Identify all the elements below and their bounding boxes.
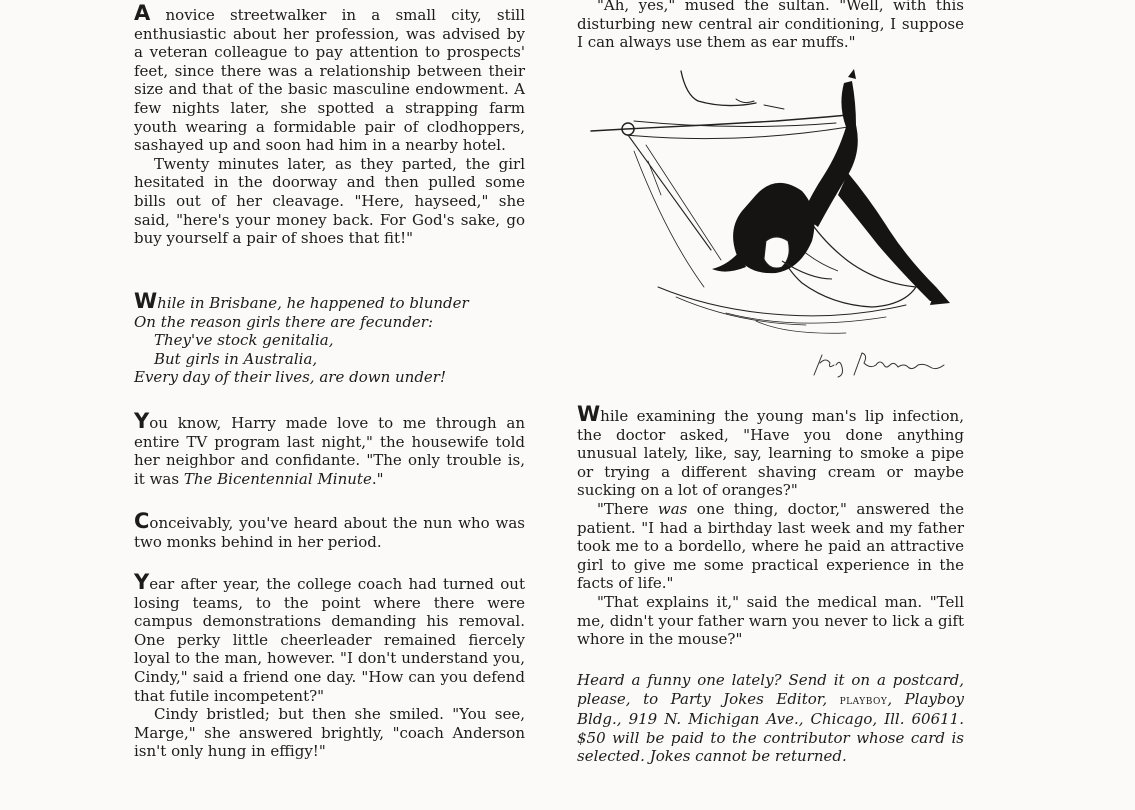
joke-sultan-ending <box>577 0 964 52</box>
cartoon-illustration <box>586 65 956 385</box>
joke-paragraph: hile examining the young man's lip infection, the doctor asked, "Have you done anything unusual lately, like, say, learning to smoke a pipe or trying a different shaving cream or maybe sucking on a lot of oranges?" <box>577 407 964 500</box>
drop-cap: Y <box>134 409 150 433</box>
joke-paragraph: "Ah, yes," mused the sultan. "Well, with this disturbing new central air conditioning, I suppose I can always use them as ear muffs." <box>577 0 964 52</box>
limerick-line: hile in Brisbane, he happened to blunder <box>157 294 469 312</box>
drop-cap: C <box>134 509 150 533</box>
joke-paragraph: Twenty minutes later, as they parted, the girl hesitated in the doorway and then pulled some bills out of her cleavage. "Here, hayseed," she said, "here's your money back. For God's sake, go buy yourself a pair of shoes that fit!" <box>134 154 525 248</box>
limerick-line: Every day of their lives, are down under! <box>134 368 446 387</box>
submission-note: Heard a funny one lately? Send it on a postcard, please, to Party Jokes Editor, playboy, Playboy Bldg., 919 N. Michigan Ave., Chicago, Ill. 60611. $50 will be paid to the contributor whose card is selected. Jokes cannot be returned. <box>577 671 964 766</box>
joke-harry: You know, Harry made love to me through an entire TV program last night," the housewife told her neighbor and confidante. "The only trouble is, it was The Bicentennial Minute." <box>134 409 525 488</box>
limerick-line: But girls in Australia, <box>154 349 318 368</box>
joke-doctor: While examining the young man's lip infection, the doctor asked, "Have you done anything unusual lately, like, say, learning to smoke a pipe or trying a different shaving cream or maybe sucking on a lot of oranges?" "There was one thing, doctor," answered the patient. "I had a birthday last week and my father took me to a bordello, where he paid an attractive girl to give me some practical experience in the facts of life." "That explains it," said the medical man. "Tell me, didn't your father warn you never to lick a gift whore in the mouse?" <box>577 402 964 649</box>
program-title: The Bicentennial Minute <box>183 469 372 488</box>
joke-paragraph: ear after year, the college coach had turned out losing teams, to the point where there were campus demonstrations demanding his removal. One perky little cheerleader remained fiercely loyal to the man, however. "I don't understand you, Cindy," said a friend one day. "How can you defend that futile incompetent?" <box>134 575 525 705</box>
joke-nun <box>134 509 525 551</box>
limerick-brisbane <box>134 289 525 387</box>
brand-name: playboy <box>839 692 888 708</box>
joke-paragraph: Cindy bristled; but then she smiled. "You see, Marge," she answered brightly, "coach Anderson isn't only hung in effigy!" <box>134 705 525 761</box>
joke-paragraph: "That explains it," said the medical man. "Tell me, didn't your father warn you never to lick a gift whore in the mouse?" <box>577 592 964 649</box>
joke-text: onceivably, you've heard about the nun who was two monks behind in her period. <box>134 514 525 551</box>
artist-signature <box>810 345 955 381</box>
joke-paragraph: novice streetwalker in a small city, still enthusiastic about her profession, was advised by a veteran colleague to pay attention to prospects' feet, since there was a relationship between their size and that of the basic masculine endowment. A few nights later, she spotted a strapping farm youth wearing a formidable pair of clodhoppers, sashayed up and soon had him in a nearby hotel. <box>134 6 525 155</box>
joke-text: ou know, Harry made love to me through an entire TV program last night," the housewife told her neighbor and confidante. "The only trouble is, it was <box>134 414 525 488</box>
limerick-line: They've stock genitalia, <box>154 331 334 350</box>
limerick-line: On the reason girls there are fecunder: <box>134 312 434 331</box>
joke-coach <box>134 570 525 761</box>
drop-cap: W <box>577 402 601 426</box>
drop-cap: Y <box>134 570 150 594</box>
drop-cap: A <box>134 1 151 25</box>
drop-cap: W <box>134 289 158 313</box>
joke-streetwalker <box>134 1 525 248</box>
